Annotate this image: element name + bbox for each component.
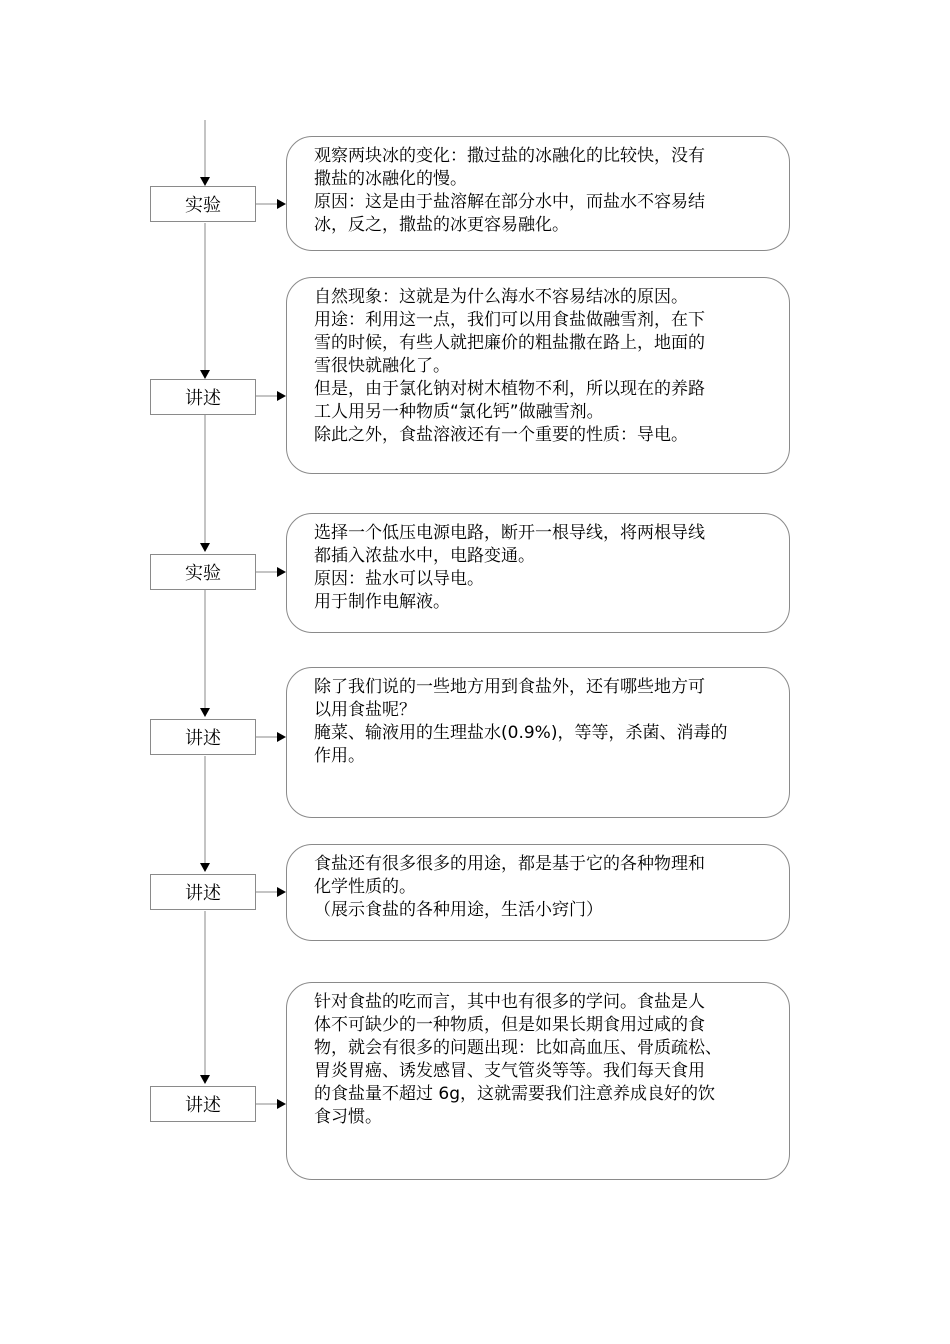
step-box-experiment: 实验 [150, 554, 256, 590]
right-arrow-icon [277, 391, 286, 401]
note-text: 针对食盐的吃而言，其中也有很多的学问。食盐是人 体不可缺少的一种物质，但是如果长期食用过咸的食 物，就会有很多的问题出现：比如高血压、骨质疏松、 胃炎胃癌、诱发感冒、支气管炎等等。我们每天食用 的食盐量不超过 6g，这就需要我们注意养成良好的饮 食习惯。 [314, 992, 722, 1127]
step-box-experiment: 实验 [150, 186, 256, 222]
down-arrow-icon [200, 863, 210, 872]
step-note [286, 277, 790, 474]
note-text: 食盐还有很多很多的用途，都是基于它的各种物理和 化学性质的。 [314, 854, 705, 897]
down-arrow-icon [200, 708, 210, 717]
right-arrow-icon [277, 732, 286, 742]
step-box-lecture: 讲述 [150, 379, 256, 415]
step-note [286, 513, 790, 633]
step-note [286, 667, 790, 818]
note-text: 除此之外，食盐溶液还有一个重要的性质：导电。 [314, 425, 688, 445]
step-box-lecture: 讲述 [150, 1086, 256, 1122]
note-text: 用于制作电解液。 [314, 592, 450, 612]
note-text: 原因：这是由于盐溶解在部分水中，而盐水不容易结 冰，反之，撒盐的冰更容易融化。 [314, 192, 705, 235]
down-arrow-icon [200, 1075, 210, 1084]
note-text: （展示食盐的各种用途，生活小窍门） [314, 900, 603, 920]
note-text: 除了我们说的一些地方用到食盐外，还有哪些地方可 以用食盐呢？ [314, 677, 705, 720]
step-note [286, 844, 790, 941]
step-note [286, 136, 790, 251]
down-arrow-icon [200, 543, 210, 552]
step-box-lecture: 讲述 [150, 719, 256, 755]
note-text: 用途：利用这一点，我们可以用食盐做融雪剂，在下 雪的时候，有些人就把廉价的粗盐撒在路上，地面的 雪很快就融化了。 [314, 310, 705, 376]
down-arrow-icon [200, 370, 210, 379]
down-arrow-icon [200, 177, 210, 186]
note-text: 自然现象：这就是为什么海水不容易结冰的原因。 [314, 287, 688, 307]
note-text: 腌菜、输液用的生理盐水(0.9%)，等等，杀菌、消毒的 作用。 [314, 723, 728, 766]
note-text: 但是，由于氯化钠对树木植物不利，所以现在的养路 工人用另一种物质“氯化钙”做融雪剂。 [314, 379, 705, 422]
note-text: 原因：盐水可以导电。 [314, 569, 484, 589]
right-arrow-icon [277, 567, 286, 577]
right-arrow-icon [277, 1099, 286, 1109]
note-text: 选择一个低压电源电路，断开一根导线，将两根导线 都插入浓盐水中，电路变通。 [314, 523, 705, 566]
right-arrow-icon [277, 199, 286, 209]
step-note [286, 982, 790, 1180]
note-text: 观察两块冰的变化：撒过盐的冰融化的比较快，没有 撒盐的冰融化的慢。 [314, 146, 705, 189]
step-box-lecture: 讲述 [150, 874, 256, 910]
right-arrow-icon [277, 887, 286, 897]
